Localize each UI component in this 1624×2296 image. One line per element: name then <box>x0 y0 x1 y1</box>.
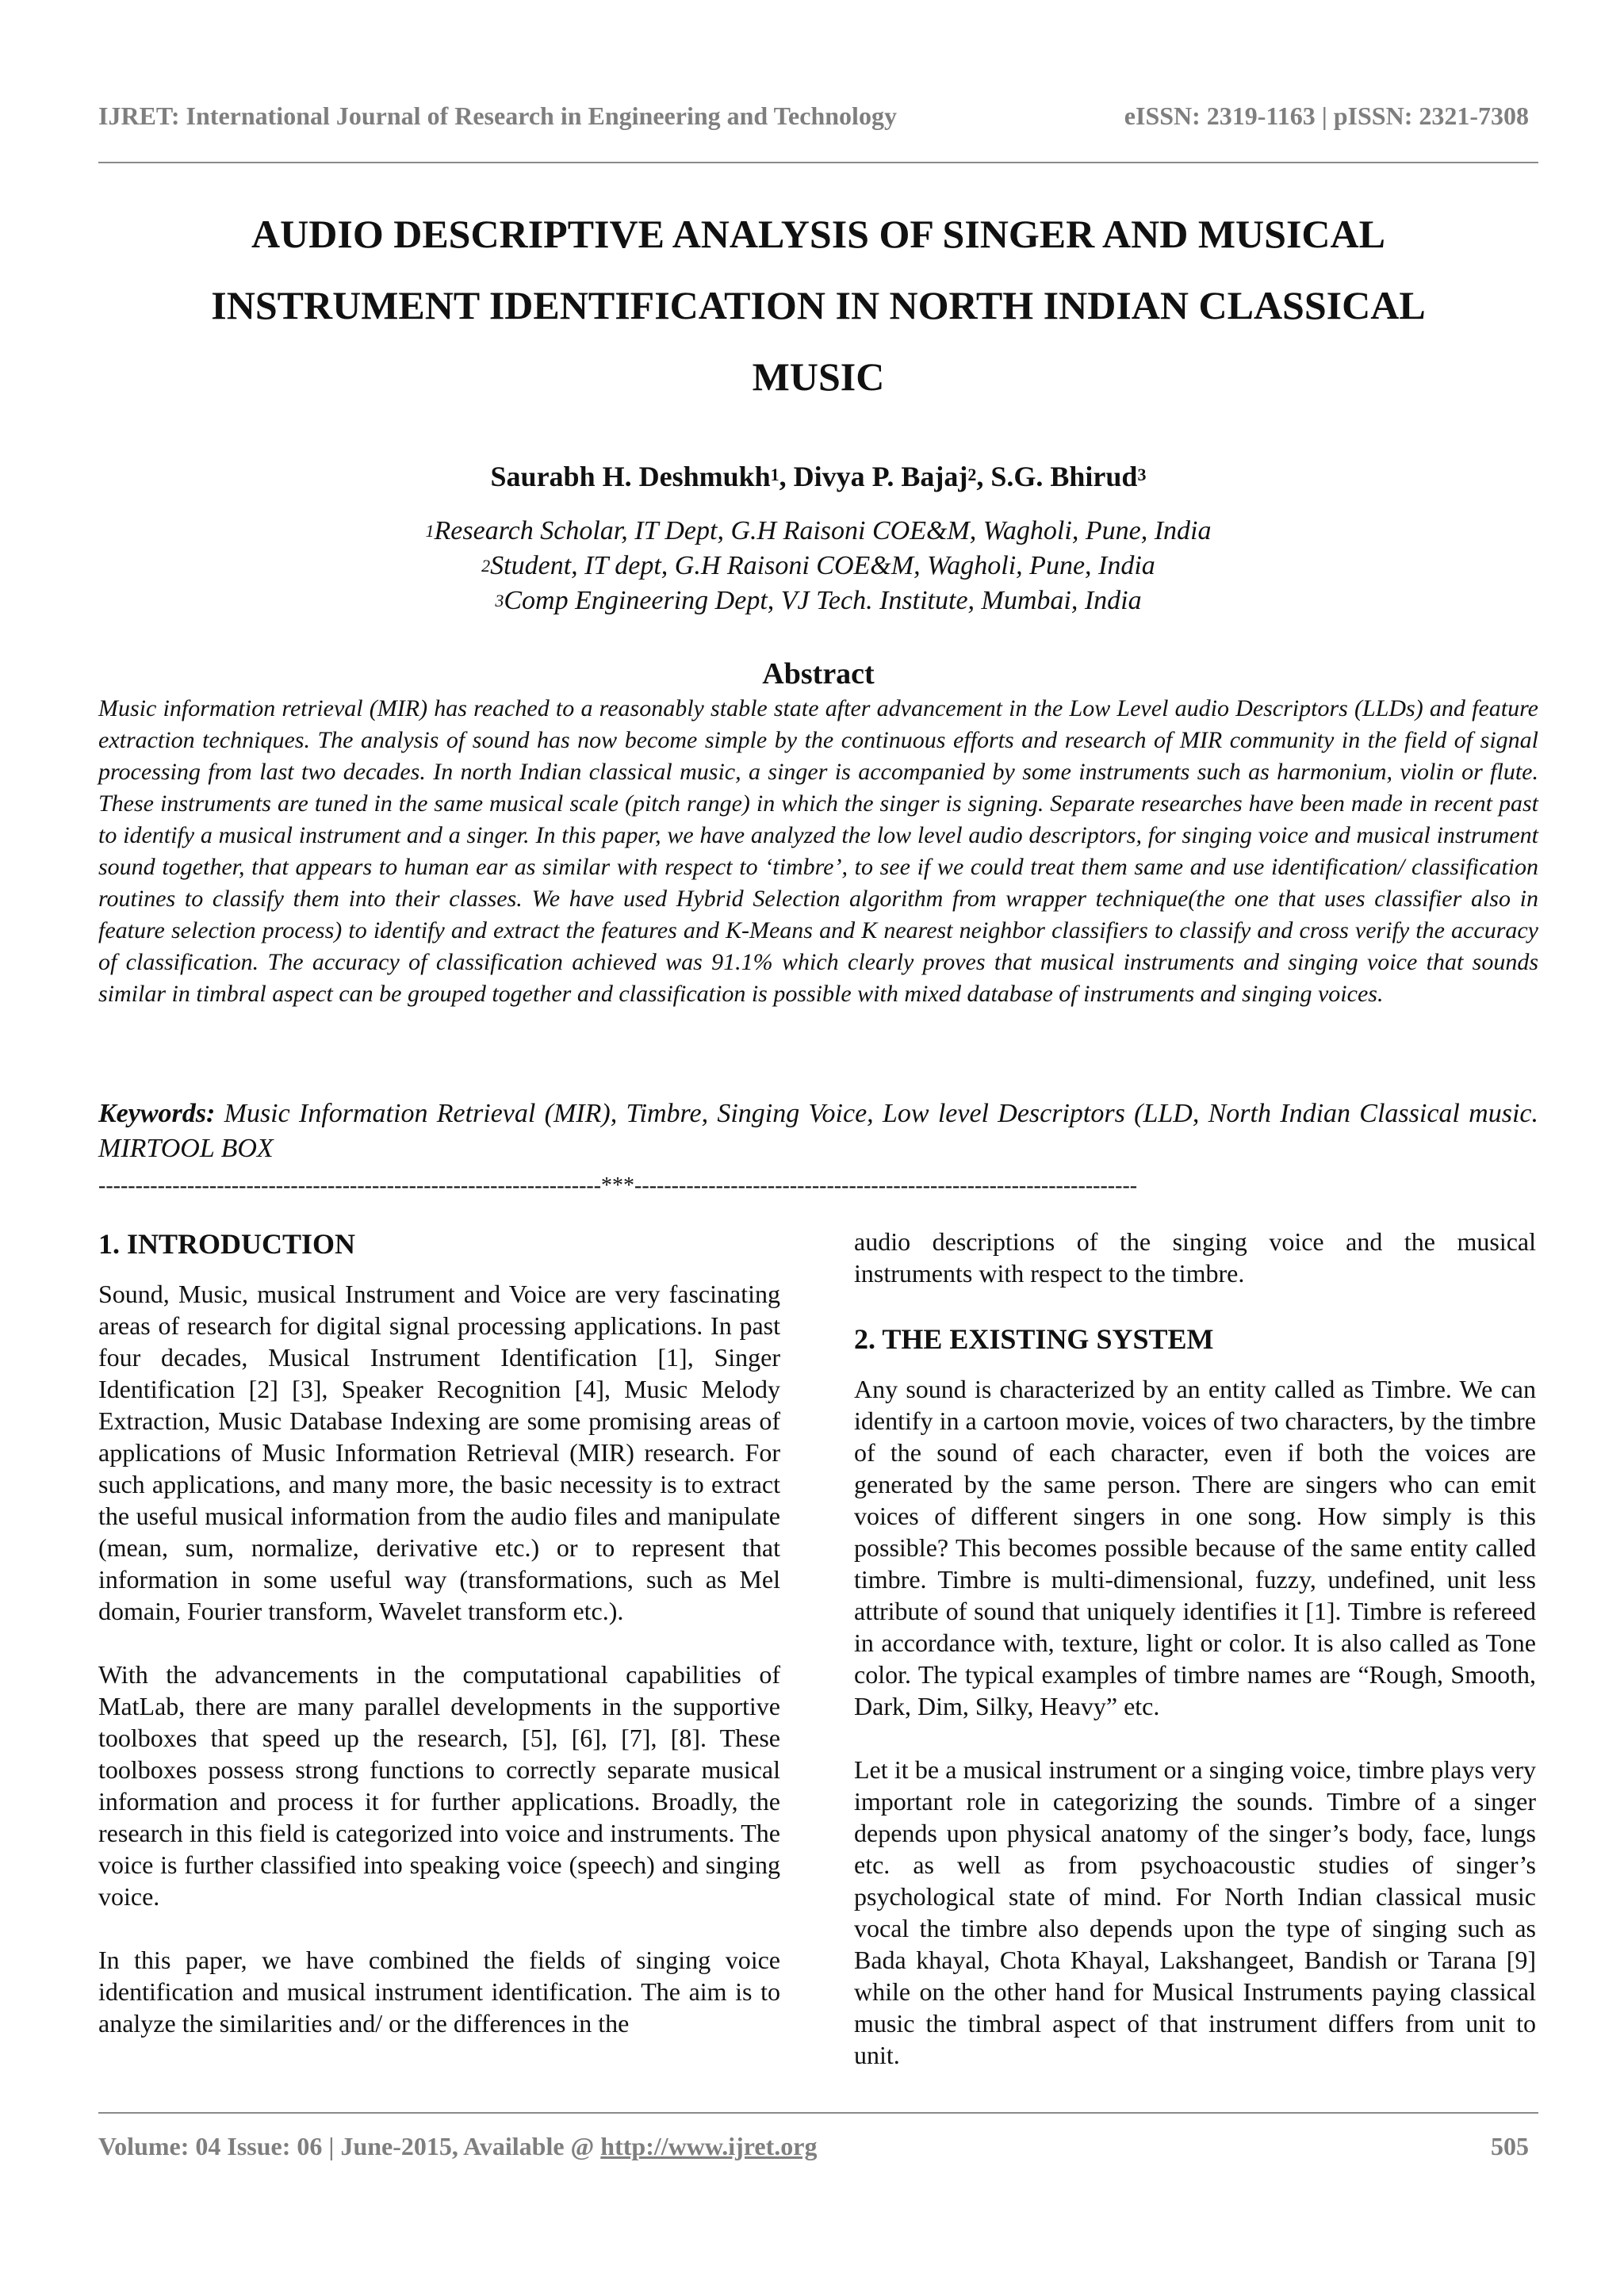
affiliations <box>98 514 1538 618</box>
affiliation <box>98 549 1538 584</box>
title-line-3: MUSIC <box>752 354 885 399</box>
header-rule <box>98 162 1538 163</box>
abstract-text: Music information retrieval (MIR) has reached to a reasonably stable state after advancement in the Low Level audio Descriptors (LLDs) and feature extraction techniques. The analysis of sound has now become simple by the continuous efforts and research of MIR community in the field of signal processing from last two decades. In north Indian classical music, a singer is accompanied by some instruments such as harmonium, violin or flute. These instruments are tuned in the same musical scale (pitch range) in which the singer is signing. Separate researches have been made in recent past to identify a musical instrument and a singer. In this paper, we have analyzed the low level audio descriptors, for singing voice and musical instrument sound together, that appears to human ear as similar with respect to ‘timbre’, to see if we could treat them same and use identification/ classification routines to classify them into their classes. We have used Hybrid Selection algorithm from wrapper technique(the one that uses classifier also in feature selection process) to identify and extract the features and K-Means and K nearest neighbor classifiers to classify and cross verify the accuracy of classification. The accuracy of classification achieved was 91.1% which clearly proves that musical instruments and singing voice that sounds similar in timbral aspect can be grouped together and classification is possible with mixed database of instruments and singing voices. <box>98 695 1538 1007</box>
footer-volume <box>98 2130 817 2163</box>
title-line-1: AUDIO DESCRIPTIVE ANALYSIS OF SINGER AND MUSICAL <box>251 212 1385 256</box>
author-name: Saurabh H. Deshmukh <box>490 461 771 492</box>
abstract-heading: Abstract <box>762 657 875 691</box>
title-line-2: INSTRUMENT IDENTIFICATION IN NORTH INDIAN CLASSICAL <box>211 283 1426 327</box>
paper-title <box>98 198 1538 412</box>
right-column <box>854 1226 1536 2103</box>
paragraph: Sound, Music, musical Instrument and Voice are very fascinating areas of research for digital signal processing applications. In past four decades, Musical Instrument Identification [1], Singer Identification [2] [3], Speaker Recognition [4], Music Melody Extraction, Music Database Indexing are some promising areas of applications of Music Information Retrieval (MIR) research. For such applications, and many more, the basic necessity is to extract the useful musical information from the audio files and manipulate (mean, sum, normalize, derivative etc.) or to represent that information in some useful way (transformations, such as Mel domain, Fourier transform, Wavelet transform etc.). <box>98 1280 780 1625</box>
affiliation <box>98 584 1538 618</box>
paragraph-continuation: audio descriptions of the singing voice and the musical instruments with respect to the timbre. <box>854 1227 1536 1288</box>
paragraph: Any sound is characterized by an entity called as Timbre. We can identify in a cartoon movie, voices of two characters, by the timbre of the sound of each character, even if both the voices are generated by the same person. There are singers who can emit voices of different singers in one song. How simply is this possible? This becomes possible because of the same entity called timbre. Timbre is multi-dimensional, fuzzy, undefined, unit less attribute of sound that uniquely identifies it [1]. Timbre is refereed in accordance with, texture, light or color. It is also called as Tone color. The typical examples of timbre names are “Rough, Smooth, Dark, Dim, Silky, Heavy” etc. <box>854 1375 1536 1720</box>
affiliation-superscript: 1 <box>425 521 435 541</box>
paragraph: Let it be a musical instrument or a singing voice, timbre plays very important role in categorizing the sounds. Timbre of a singer depends upon physical anatomy of the singer’s body, face, lungs etc. as well as from psychoacoustic studies of singer’s psychological state of mind. For North Indian classical music vocal the timbre also depends upon the type of singing such as Bada khayal, Chota Khayal, Lakshangeet, Bandish or Tarana [9] while on the other hand for Musical Instruments paying classical music the timbral aspect of that instrument differs from unit to unit. <box>854 1755 1536 2069</box>
volume-text: Volume: 04 Issue: 06 | June-2015, Available @ <box>98 2132 601 2160</box>
journal-link[interactable]: http://www.ijret.org <box>600 2132 818 2160</box>
author-superscript: 2 <box>967 465 977 484</box>
affiliation <box>98 514 1538 549</box>
author-list <box>98 458 1538 495</box>
keywords-text: Music Information Retrieval (MIR), Timbre, Singing Voice, Low level Descriptors (LLD, North Indian Classical music. MIRTOOL BOX <box>98 1099 1538 1163</box>
left-column <box>98 1226 780 2071</box>
affiliation-superscript: 3 <box>495 591 504 610</box>
journal-name: IJRET: International Journal of Research in Engineering and Technology <box>98 101 897 130</box>
keywords-label: Keywords: <box>98 1099 216 1128</box>
affiliation-text: Research Scholar, IT Dept, G.H Raisoni COE&M, Wagholi, Pune, India <box>434 516 1212 545</box>
section-heading-existing-system: 2. THE EXISTING SYSTEM <box>854 1323 1214 1355</box>
section-heading-introduction: 1. INTRODUCTION <box>98 1228 356 1260</box>
keywords <box>98 1096 1538 1166</box>
affiliation-superscript: 2 <box>481 556 491 576</box>
paragraph: In this paper, we have combined the fields of singing voice identification and musical instrument identification. The aim is to analyze the similarities and/ or the differences in the <box>98 1946 780 2038</box>
author-superscript: 3 <box>1137 465 1147 484</box>
affiliation-text: Comp Engineering Dept, VJ Tech. Institute, Mumbai, India <box>504 586 1142 615</box>
author-name: Divya P. Bajaj <box>793 461 968 492</box>
author-separator: , <box>976 461 991 492</box>
page-number: 505 <box>1491 2132 1529 2160</box>
section-separator: --------------------------------------------------------------------***-------------------------------------------------------------------- <box>98 1173 1138 1198</box>
footer-rule <box>98 2112 1538 2114</box>
issn: eISSN: 2319-1163 | pISSN: 2321-7308 <box>1124 101 1529 130</box>
paragraph: With the advancements in the computational capabilities of MatLab, there are many parallel developments in the supportive toolboxes that speed up the research, [5], [6], [7], [8]. These toolboxes possess strong functions to correctly separate musical information and process it for further applications. Broadly, the research in this field is categorized into voice and instruments. The voice is further classified into speaking voice (speech) and singing voice. <box>98 1660 780 1911</box>
author-name: S.G. Bhirud <box>990 461 1138 492</box>
author-superscript: 1 <box>770 465 779 484</box>
affiliation-text: Student, IT dept, G.H Raisoni COE&M, Wagholi, Pune, India <box>490 551 1155 580</box>
author-separator: , <box>779 461 794 492</box>
